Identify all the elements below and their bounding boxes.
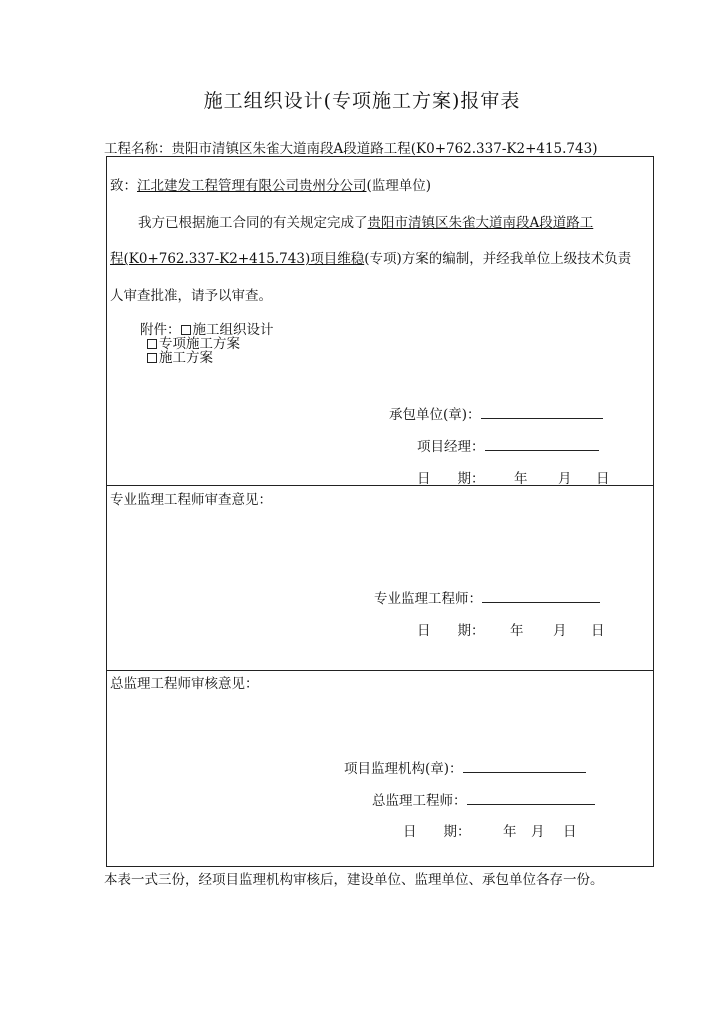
footer-note: 本表一式三份，经项目监理机构审核后，建设单位、监理单位、承包单位各存一份。 [104, 872, 604, 888]
body-line-2-project: 程(K0+762.337-K2+415.743)项目维稳 [110, 251, 365, 267]
date-label-2: 日 期： [417, 623, 485, 639]
body-line-2 [110, 247, 631, 267]
contractor-label: 承包单位(章)： [389, 407, 481, 423]
date-month-1: 月 [558, 471, 572, 487]
date-month-3: 月 [531, 824, 545, 840]
contractor-blank[interactable] [481, 406, 603, 419]
checkbox-icon[interactable] [147, 353, 157, 363]
engineer-label: 专业监理工程师： [374, 591, 482, 607]
org-blank[interactable] [463, 760, 586, 773]
engineer-signature-row [374, 587, 600, 607]
date-month-2: 月 [553, 623, 567, 639]
manager-label: 项目经理： [417, 439, 485, 455]
date-label-3: 日 期： [403, 824, 471, 840]
chief-blank[interactable] [467, 792, 595, 805]
addressee-suffix: (监理单位) [366, 178, 432, 194]
section-divider-1 [106, 485, 654, 486]
project-name-row [104, 137, 597, 157]
date-label-1: 日 期： [417, 471, 485, 487]
attachment-item-2: 专项施工方案 [159, 336, 240, 352]
attachment-item-3: 施工方案 [159, 350, 213, 366]
engineer-review-heading: 专业监理工程师审查意见： [110, 492, 272, 508]
page-title: 施工组织设计(专项施工方案)报审表 [203, 90, 521, 112]
addressee-row [110, 174, 431, 194]
addressee-prefix: 致： [110, 178, 137, 194]
chief-label: 总监理工程师： [372, 793, 467, 809]
org-label: 项目监理机构(章)： [344, 761, 463, 777]
body-line-1 [138, 211, 593, 231]
body-line-2-suffix: (专项)方案的编制，并经我单位上级技术负责 [364, 251, 632, 267]
engineer-blank[interactable] [482, 590, 600, 603]
attachment-row-3 [147, 346, 213, 366]
project-label: 工程名称： [104, 141, 172, 157]
addressee-name: 江北建发工程管理有限公司贵州分公司 [137, 178, 367, 194]
manager-blank[interactable] [485, 438, 599, 451]
body-line-1-project: 贵阳市清镇区朱雀大道南段A段道路工 [367, 215, 594, 231]
date-day-2: 日 [591, 623, 605, 639]
chief-signature-row [372, 789, 595, 809]
org-signature-row [344, 757, 586, 777]
date-year-2: 年 [510, 623, 524, 639]
section-divider-2 [106, 670, 654, 671]
date-year-3: 年 [503, 824, 517, 840]
chief-review-heading: 总监理工程师审核意见： [110, 676, 259, 692]
project-name: 贵阳市清镇区朱雀大道南段A段道路工程(K0+762.337-K2+415.743) [171, 141, 598, 157]
manager-signature-row [417, 435, 599, 455]
date-day-3: 日 [563, 824, 577, 840]
attachment-item-1: 施工组织设计 [192, 322, 274, 338]
date-year-1: 年 [514, 471, 528, 487]
attachment-label: 附件： [140, 322, 181, 338]
body-line-3: 人审查批准，请予以审查。 [110, 288, 272, 304]
body-line-1-prefix: 我方已根据施工合同的有关规定完成了 [138, 215, 368, 231]
contractor-signature-row [389, 403, 603, 423]
date-day-1: 日 [596, 471, 610, 487]
